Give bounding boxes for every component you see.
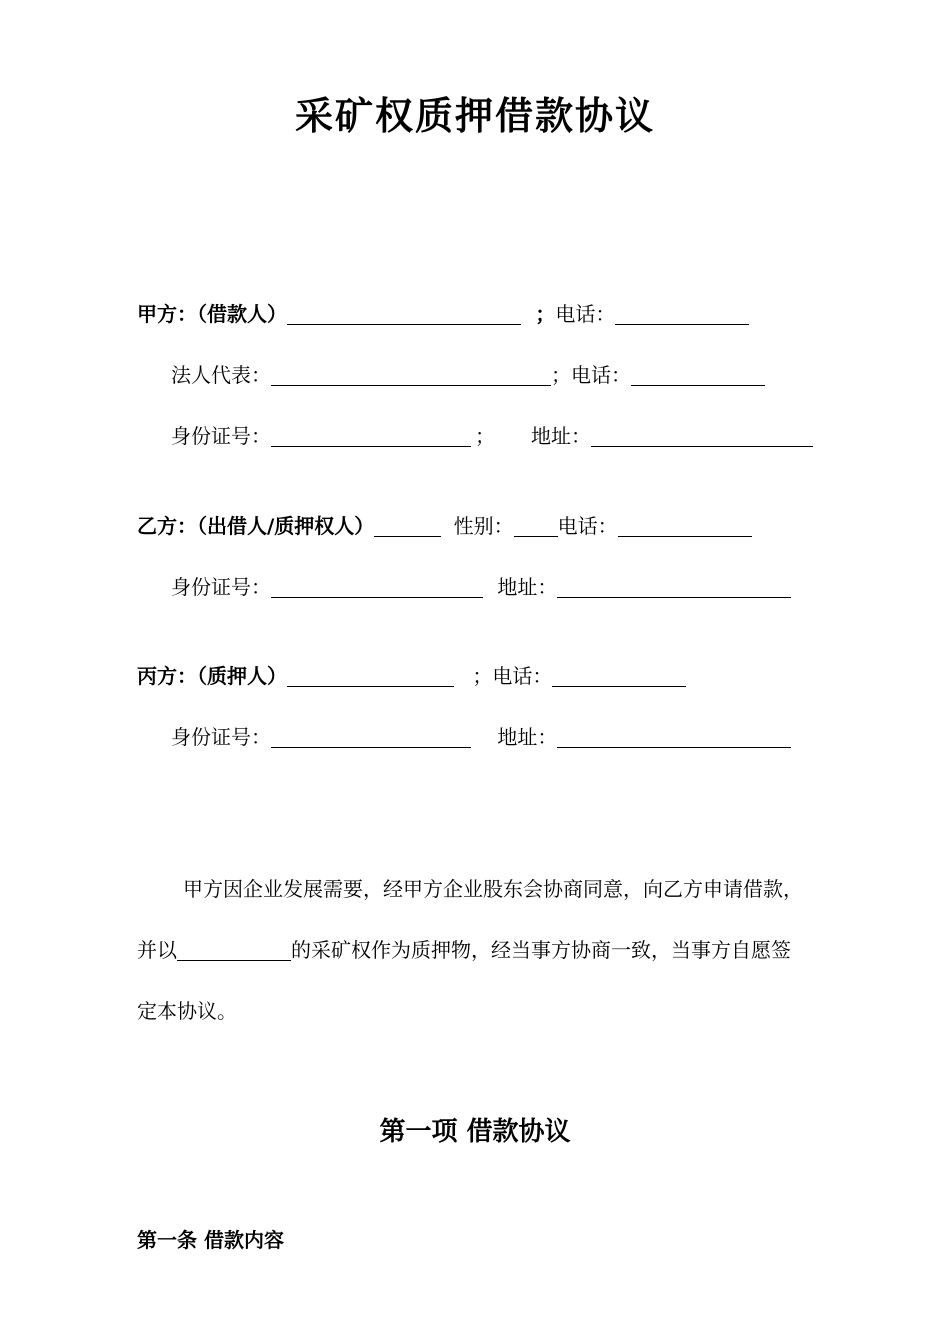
- party-c-name-blank[interactable]: [287, 664, 454, 687]
- party-a-phone-label: 电话：: [555, 302, 616, 326]
- party-c-label: 丙方：（质押人）: [137, 664, 287, 688]
- party-b-address-label: 地址：: [497, 575, 558, 599]
- separator: ；: [535, 302, 556, 326]
- party-a-name-blank[interactable]: [287, 302, 521, 325]
- mining-right-blank[interactable]: [177, 938, 291, 961]
- party-a-line: [137, 300, 749, 328]
- party-b-label: 乙方：（出借人/质押权人）: [137, 514, 375, 538]
- document-title: 采矿权质押借款协议: [294, 93, 655, 138]
- party-c-phone-blank[interactable]: [552, 664, 686, 687]
- party-c-line: [137, 662, 686, 690]
- separator: ；: [472, 664, 493, 688]
- party-b-phone-label: 电话：: [557, 514, 618, 538]
- party-c-address-label: 地址：: [497, 725, 558, 749]
- preamble-line-3: 定本协议。: [137, 999, 237, 1023]
- legal-rep-blank[interactable]: [271, 363, 551, 386]
- party-b-name-blank[interactable]: [374, 514, 441, 537]
- separator: ；: [551, 363, 571, 387]
- party-c-phone-label: 电话：: [492, 664, 553, 688]
- party-a-id-label: 身份证号：: [171, 424, 271, 448]
- legal-rep-phone-label: 电话：: [571, 363, 631, 387]
- preamble-line-1: 甲方因企业发展需要，经甲方企业股东会协商同意，向乙方申请借款，: [183, 877, 803, 901]
- party-a-address-label: 地址：: [531, 424, 591, 448]
- party-a-id-line: [171, 422, 813, 450]
- party-a-address-blank[interactable]: [591, 424, 813, 447]
- preamble-line-2: [137, 936, 791, 964]
- legal-rep-phone-blank[interactable]: [631, 363, 765, 386]
- party-b-gender-blank[interactable]: [514, 514, 558, 537]
- separator: ；: [475, 424, 495, 448]
- party-c-id-line: [171, 723, 791, 751]
- party-b-line: [137, 512, 752, 540]
- party-a-label: 甲方：（借款人）: [137, 302, 287, 326]
- party-c-id-blank[interactable]: [271, 725, 471, 748]
- preamble-line-2-start: 并以: [137, 938, 177, 962]
- legal-rep-line: [171, 361, 765, 389]
- party-a-id-blank[interactable]: [271, 424, 471, 447]
- party-b-id-line: [171, 573, 791, 601]
- party-b-gender-label: 性别：: [453, 514, 514, 538]
- party-c-id-label: 身份证号：: [171, 725, 271, 749]
- article-1-heading: 第一条 借款内容: [137, 1228, 284, 1252]
- party-b-phone-blank[interactable]: [618, 514, 752, 537]
- section-1-heading: 第一项 借款协议: [379, 1117, 571, 1147]
- preamble-line-2-end: 的采矿权作为质押物，经当事方协商一致，当事方自愿签: [291, 938, 791, 962]
- party-c-address-blank[interactable]: [557, 725, 791, 748]
- party-b-address-blank[interactable]: [557, 575, 791, 598]
- legal-rep-label: 法人代表：: [171, 363, 271, 387]
- party-a-phone-blank[interactable]: [615, 302, 749, 325]
- party-b-id-blank[interactable]: [271, 575, 483, 598]
- party-b-id-label: 身份证号：: [171, 575, 271, 599]
